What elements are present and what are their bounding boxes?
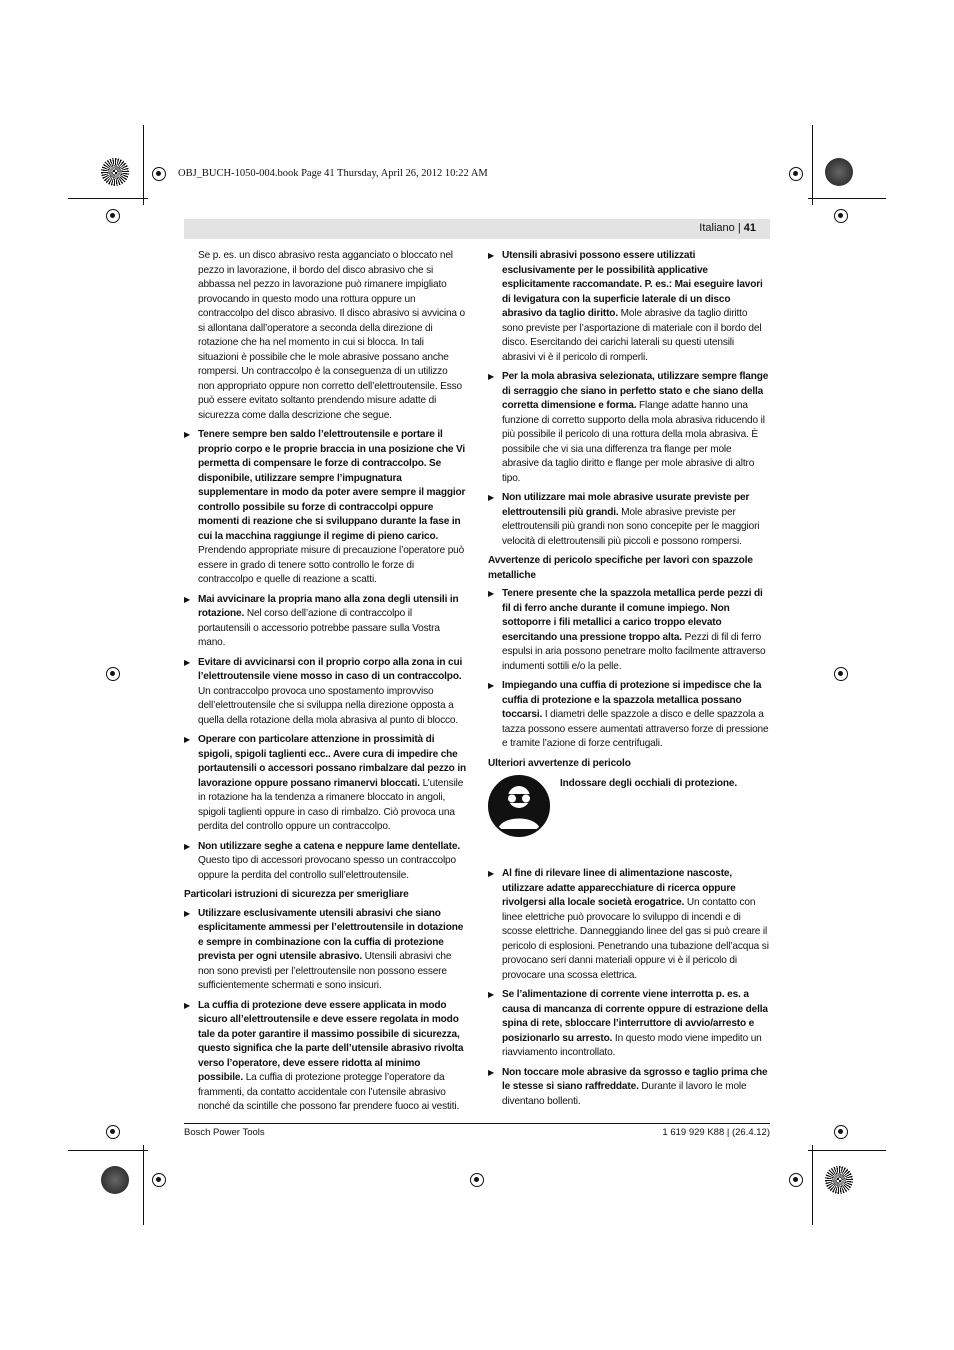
crosshair-icon	[106, 209, 120, 223]
bullet-icon: ▶	[488, 869, 495, 878]
list-item: ▶ Non utilizzare mai mole abrasive usurate previste per elettroutensili più grandi. Mole abrasive previste per elettroutensili più grandi non sono concepite per le maggiori velocità di elettroutensili più piccoli e possono rompersi.	[488, 492, 760, 547]
left-column	[184, 249, 466, 1120]
list-item: ▶ Tenere presente che la spazzola metallica perde pezzi di fil di ferro anche durante il comune impiego. Non sottoporre i fili metallici a carico troppo elevato esercitando una pressione troppo alta. Pezzi di fil di ferro espulsi in aria possono penetrare molto facilmente attraverso indumenti sottili e/o la pelle.	[488, 588, 766, 672]
list-item: ▶ Utensili abrasivi possono essere utilizzati esclusivamente per le possibilità applicative esplicitamente raccomandate. P. es.: Mai eseguire lavori di levigatura con la superficie laterale di un disco abrasivo da taglio diritto. Mole abrasive da taglio diritto sono previste per l’asportazione di materiale con il bordo del disco. Esercitando dei carichi laterali su questi utensili abrasivi vi è il pericolo di romperli.	[488, 250, 763, 363]
registration-disc-icon	[101, 1166, 129, 1194]
bullet-icon: ▶	[488, 990, 495, 999]
crop-mark	[143, 1145, 144, 1225]
crop-mark	[143, 125, 144, 205]
crop-mark	[812, 1145, 813, 1225]
bullet-icon: ▶	[184, 430, 191, 439]
bullet-icon: ▶	[184, 1000, 191, 1010]
list-item: ▶ Tenere sempre ben saldo l’elettroutensile e portare il proprio corpo e le proprie braccia in una posizione che Vi permetta di compensare le forze di contraccolpo. Se disponibile, utilizzare sempre l’impugnatura supplementare in modo da poter avere sempre il maggior controllo possibile su forze di contraccolpi oppure momenti di reazione che si sviluppano durante la fase in cui la macchina raggiunge il regime di pieno carico. Prendendo appropriate misure di precauzione l’operatore può essere in grado di tenere sotto controllo le forze di contraccolpo e quelle di reazione a scatti.	[184, 429, 466, 585]
list-item: ▶ Non utilizzare seghe a catena e neppure lame dentellate. Questo tipo di accessori provocano spesso un contraccolpo oppure la perdita del controllo sull’elettroutensile.	[184, 840, 460, 881]
bullet-icon: ▶	[184, 594, 191, 604]
crop-mark	[808, 198, 886, 199]
right-column	[488, 249, 770, 1114]
section-heading: Avvertenze di pericolo specifiche per lavori con spazzole metalliche	[488, 555, 753, 581]
list-item: ▶ Per la mola abrasiva selezionata, utilizzare sempre flange di serraggio che siano in perfetto stato e che siano della corretta dimensione e forma. Flange adatte hanno una funzione di corretto supporto della mola abrasiva riducendo il più possibile il pericolo di una rottura della mola abrasiva. È possibile che vi sia una differenza tra flange per mole abrasive da taglio diritto e flange per mole abrasive di altro tipo.	[488, 371, 769, 484]
intro-paragraph: Se p. es. un disco abrasivo resta agganciato o bloccato nel pezzo in lavorazione, il bordo del disco abrasivo che si abbassa nel pezzo in lavorazione può rimanere impigliato provocando in questo modo una rottura oppure un contraccolpo del disco abrasivo. Il disco abrasivo si avvicina o si allontana dall’operatore a seconda della direzione di rotazione che ha nel momento in cui si blocca. In tali situazioni è possibile che le mole abrasive possano anche rompersi. Un contraccolpo è la conseguenza di un utilizzo non appropriato oppure non corretto dell’elettroutensile. Esso può essere evitato soltanto prendendo misure adatte di sicurezza come dalla descrizione che segue.	[198, 250, 465, 421]
list-item: ▶ Utilizzare esclusivamente utensili abrasivi che siano esplicitamente ammessi per l’elettroutensile in dotazione e sempre in combinazione con la cuffia di protezione prevista per ogni utensile abrasivo. Utensili abrasivi che non sono previsti per l’elettroutensile non possono essere sufficientemente schermati e sono insicuri.	[184, 907, 464, 991]
crosshair-icon	[789, 167, 803, 181]
bullet-icon: ▶	[184, 841, 191, 851]
header-text: Italiano | 41	[699, 222, 756, 234]
list-item: ▶ Impiegando una cuffia di protezione si impedisce che la cuffia di protezione e la spazzola metallica possano toccarsi. I diametri delle spazzole a disco e delle spazzola a tazza possono essere aumentati attraverso forze di pressione e tramite l’azione di forze centrifugali.	[488, 680, 769, 749]
registration-rosette-icon	[825, 1166, 853, 1194]
crosshair-icon	[789, 1173, 803, 1187]
bullet-icon: ▶	[488, 681, 495, 690]
list-item: ▶ Se l’alimentazione di corrente viene interrotta p. es. a causa di mancanza di corrente oppure di estrazione della spina di rete, sbloccare l’interruttore di avvio/arresto e posizionarlo su arresto. In questo modo viene impedito un riavviamento incontrollato.	[488, 989, 768, 1058]
list-item: ▶ Mai avvicinare la propria mano alla zona degli utensili in rotazione. Nel corso dell’azione di contraccolpo il portautensili o accessorio potrebbe passare sulla Vostra mano.	[184, 593, 459, 648]
page-header	[184, 219, 770, 239]
crop-mark	[812, 125, 813, 205]
crop-mark	[68, 198, 148, 199]
bullet-icon: ▶	[488, 372, 495, 381]
bullet-icon: ▶	[488, 493, 495, 502]
crosshair-icon	[834, 1125, 848, 1139]
page-footer	[184, 1123, 770, 1138]
list-item: ▶ Non toccare mole abrasive da sgrosso e taglio prima che le stesse si siano raffreddate. Durante il lavoro le mole diventano bollenti.	[488, 1066, 768, 1107]
crosshair-icon	[470, 1173, 484, 1187]
eye-protection-notice	[488, 775, 770, 837]
bullet-icon: ▶	[184, 657, 191, 667]
crosshair-icon	[152, 1173, 166, 1187]
bullet-icon: ▶	[184, 735, 191, 744]
crosshair-icon	[106, 1125, 120, 1139]
registration-rosette-icon	[101, 158, 129, 186]
list-item: ▶ Al fine di rilevare linee di alimentazione nascoste, utilizzare adatte apparecchiature di ricerca oppure rivolgersi alla locale società erogatrice. Un contatto con linee elettriche può provocare lo sviluppo di incendi e di scosse elettriche. Danneggiando linee del gas si può creare il pericolo di esplosioni. Penetrando una tubazione dell’acqua si provocano seri danni materiali oppure vi è il pericolo di provocare una scossa elettrica.	[488, 868, 769, 981]
footer-doc-number: 1 619 929 K88 | (26.4.12)	[662, 1127, 770, 1138]
page-number: 41	[743, 222, 756, 234]
header-language: Italiano	[699, 222, 735, 234]
footer-brand: Bosch Power Tools	[184, 1127, 265, 1138]
bullet-icon: ▶	[488, 1067, 495, 1077]
crosshair-icon	[106, 667, 120, 681]
list-item: ▶ Evitare di avvicinarsi con il proprio corpo alla zona in cui l’elettroutensile viene mosso in caso di un contraccolpo. Un contraccolpo provoca uno spostamento improvviso dell’elettroutensile che si sviluppa nella direzione opposta a quella della rotazione della mola abrasiva al punto di blocco.	[184, 656, 463, 726]
section-heading: Particolari istruzioni di sicurezza per smerigliare	[184, 889, 409, 900]
bullet-icon: ▶	[184, 908, 191, 918]
book-info-line: OBJ_BUCH-1050-004.book Page 41 Thursday, April 26, 2012 10:22 AM	[178, 168, 488, 179]
bullet-icon: ▶	[488, 251, 495, 260]
list-item: ▶ Operare con particolare attenzione in prossimità di spigoli, spigoli taglienti ecc.. Avere cura di impedire che portautensili o accessori possano rimbalzare dal pezzo in lavorazione oppure possano rimanervi bloccati. L’utensile in rotazione ha la tendenza a rimanere bloccato in angoli, spigoli taglienti oppure in caso di rimbalzo. Ciò provoca una perdita del controllo oppure un contraccolpo.	[184, 734, 466, 832]
list-item: ▶ La cuffia di protezione deve essere applicata in modo sicuro all’elettroutensile e deve essere regolata in modo tale da poter garantire il massimo possibile di sicurezza, questo significa che la parte dell’utensile abrasivo rivolta verso l’operatore, deve essere ridotta al minimo possibile. La cuffia di protezione protegge l’operatore da frammenti, da contatto accidentale con l’utensile abrasivo nonché da scintille che possono far prendere fuoco ai vestiti.	[184, 999, 464, 1112]
crop-mark	[68, 1150, 148, 1151]
crosshair-icon	[834, 667, 848, 681]
crosshair-icon	[152, 167, 166, 181]
registration-disc-icon	[825, 158, 853, 186]
eye-protection-label: Indossare degli occhiali di protezione.	[560, 778, 737, 789]
safety-goggles-icon	[488, 775, 550, 837]
section-heading: Ulteriori avvertenze di pericolo	[488, 757, 631, 769]
crosshair-icon	[834, 209, 848, 223]
crop-mark	[808, 1150, 886, 1151]
bullet-icon: ▶	[488, 589, 495, 598]
